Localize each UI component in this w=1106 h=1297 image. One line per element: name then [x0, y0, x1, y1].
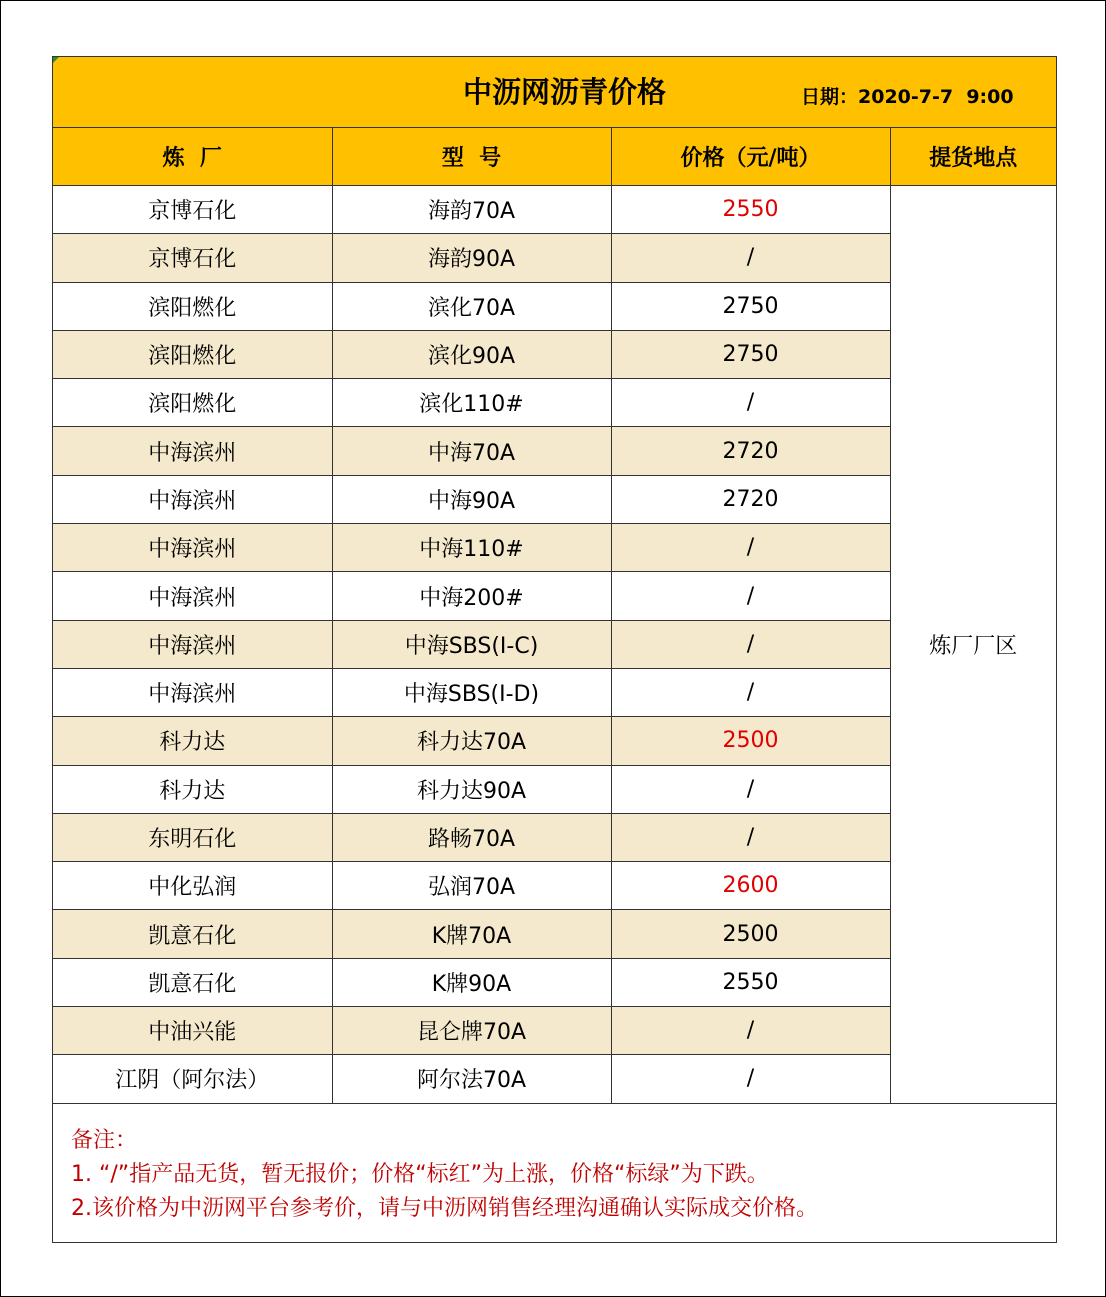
- model-cell: 中海200#: [332, 572, 611, 620]
- refinery-cell: 中海滨州: [53, 524, 332, 572]
- price-cell: 2550: [611, 958, 890, 1006]
- model-cell: 海韵70A: [332, 186, 611, 234]
- refinery-cell: 滨阳燃化: [53, 379, 332, 427]
- model-cell: 中海70A: [332, 427, 611, 475]
- refinery-cell: 凯意石化: [53, 958, 332, 1006]
- header-model: 型 号: [332, 128, 611, 186]
- price-cell: /: [611, 234, 890, 282]
- price-table: [53, 128, 1056, 1104]
- refinery-cell: 中海滨州: [53, 475, 332, 523]
- refinery-cell: 凯意石化: [53, 910, 332, 958]
- refinery-cell: 中海滨州: [53, 572, 332, 620]
- table-body: [53, 186, 1056, 1104]
- refinery-cell: 中油兴能: [53, 1007, 332, 1055]
- model-cell: 路畅70A: [332, 813, 611, 861]
- model-cell: 滨化70A: [332, 282, 611, 330]
- model-cell: 中海SBS(I-C): [332, 620, 611, 668]
- price-cell: /: [611, 524, 890, 572]
- refinery-cell: 东明石化: [53, 813, 332, 861]
- refinery-cell: 中化弘润: [53, 862, 332, 910]
- refinery-cell: 科力达: [53, 717, 332, 765]
- notes-line-2: 2.该价格为中沥网平台参考价，请与中沥网销售经理沟通确认实际成交价格。: [71, 1195, 818, 1221]
- refinery-cell: 滨阳燃化: [53, 282, 332, 330]
- model-cell: 科力达90A: [332, 765, 611, 813]
- model-cell: 中海SBS(I-D): [332, 668, 611, 716]
- model-cell: 滨化90A: [332, 330, 611, 378]
- model-cell: 弘润70A: [332, 862, 611, 910]
- price-cell: 2720: [611, 475, 890, 523]
- price-cell: /: [611, 1007, 890, 1055]
- price-sheet: [52, 56, 1057, 1243]
- price-cell: /: [611, 813, 890, 861]
- price-cell: 2550: [611, 186, 890, 234]
- price-cell: /: [611, 620, 890, 668]
- date-label: 日期：2020-7-7 9:00: [801, 86, 1014, 108]
- model-cell: 中海110#: [332, 524, 611, 572]
- price-cell: /: [611, 572, 890, 620]
- refinery-cell: 京博石化: [53, 186, 332, 234]
- model-cell: 昆仑牌70A: [332, 1007, 611, 1055]
- refinery-cell: 中海滨州: [53, 427, 332, 475]
- header-location: 提货地点: [890, 128, 1056, 186]
- price-cell: /: [611, 379, 890, 427]
- model-cell: 中海90A: [332, 475, 611, 523]
- refinery-cell: 江阴（阿尔法）: [53, 1055, 332, 1103]
- model-cell: 海韵90A: [332, 234, 611, 282]
- header-price: 价格（元/吨）: [611, 128, 890, 186]
- header-refinery: 炼 厂: [53, 128, 332, 186]
- price-cell: 2750: [611, 330, 890, 378]
- model-cell: 阿尔法70A: [332, 1055, 611, 1103]
- price-cell: 2750: [611, 282, 890, 330]
- title-bar: [53, 57, 1056, 128]
- model-cell: 科力达70A: [332, 717, 611, 765]
- notes-heading: 备注：: [71, 1127, 138, 1153]
- price-cell: /: [611, 668, 890, 716]
- notes: [53, 1104, 1056, 1242]
- refinery-cell: 京博石化: [53, 234, 332, 282]
- price-cell: 2500: [611, 717, 890, 765]
- notes-line-1: 1. “/”指产品无货，暂无报价；价格“标红”为上涨，价格“标绿”为下跌。: [71, 1161, 769, 1187]
- price-cell: /: [611, 1055, 890, 1103]
- pickup-location-cell: 炼厂厂区: [890, 186, 1056, 1104]
- model-cell: K牌70A: [332, 910, 611, 958]
- refinery-cell: 科力达: [53, 765, 332, 813]
- model-cell: 滨化110#: [332, 379, 611, 427]
- refinery-cell: 中海滨州: [53, 620, 332, 668]
- model-cell: K牌90A: [332, 958, 611, 1006]
- price-cell: 2500: [611, 910, 890, 958]
- refinery-cell: 滨阳燃化: [53, 330, 332, 378]
- refinery-cell: 中海滨州: [53, 668, 332, 716]
- price-cell: 2600: [611, 862, 890, 910]
- price-cell: /: [611, 765, 890, 813]
- table-row: [53, 186, 1056, 234]
- price-cell: 2720: [611, 427, 890, 475]
- page-title: 中沥网沥青价格: [462, 75, 666, 109]
